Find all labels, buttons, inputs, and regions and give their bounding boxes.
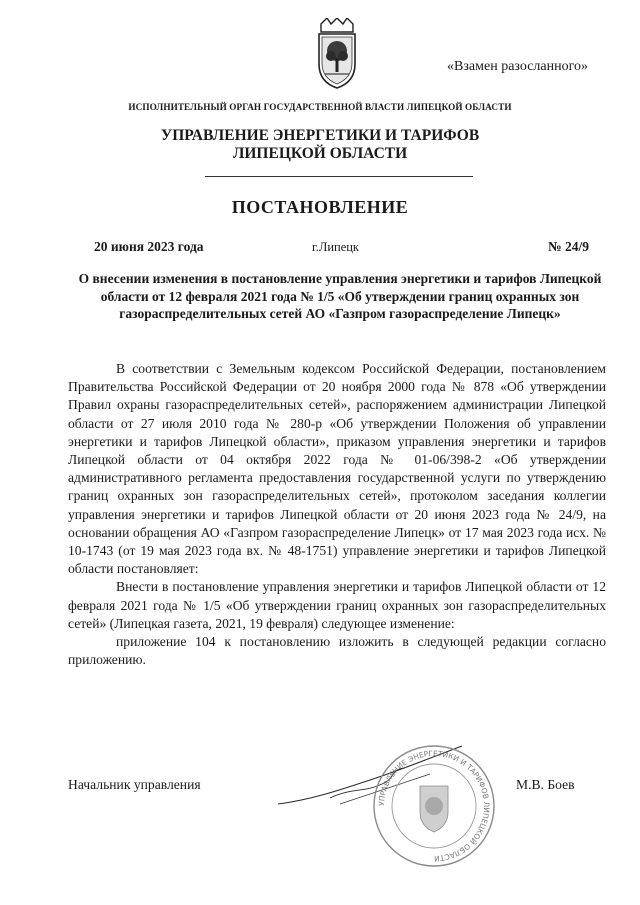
reissue-note: «Взамен разосланного» xyxy=(447,59,588,74)
department-title-line: УПРАВЛЕНИЕ ЭНЕРГЕТИКИ И ТАРИФОВ xyxy=(160,127,480,144)
document-number: № 24/9 xyxy=(548,239,589,254)
divider xyxy=(205,176,473,177)
signatory-name: М.В. Боев xyxy=(516,777,575,792)
document-body xyxy=(68,360,606,669)
document-type: ПОСТАНОВЛЕНИЕ xyxy=(231,197,409,217)
document-city: г.Липецк xyxy=(312,240,360,254)
body-paragraph: приложение 104 к постановлению изложить в следующей редакции согласно приложению. xyxy=(68,634,606,668)
department-title-line: ЛИПЕЦКОЙ ОБЛАСТИ xyxy=(232,145,408,162)
signatory-position: Начальник управления xyxy=(68,777,201,792)
org-name: ИСПОЛНИТЕЛЬНЫЙ ОРГАН ГОСУДАРСТВЕННОЙ ВЛАСТИ ЛИПЕЦКОЙ ОБЛАСТИ xyxy=(128,102,512,112)
official-seal xyxy=(370,742,498,870)
department-title xyxy=(0,127,640,163)
coat-of-arms-icon xyxy=(313,18,361,90)
seal-text: УПРАВЛЕНИЕ ЭНЕРГЕТИКИ И ТАРИФОВ ЛИПЕЦКОЙ ОБЛАСТИ xyxy=(376,748,492,864)
document-subject: О внесении изменения в постановление управления энергетики и тарифов Липецкой области от 12 февраля 2021 года № 1/5 «Об утверждении границ охранных зон газораспределительных сетей АО «Газпром газораспределение Липецк» xyxy=(78,271,602,321)
body-paragraph: Внести в постановление управления энергетики и тарифов Липецкой области от 12 февраля 2021 года № 1/5 «Об утверждении границ охранных зон газораспределительных сетей» (Липецкая газета, 2021, 19 февраля) следующее изменение: xyxy=(68,579,606,631)
document-date: 20 июня 2023 года xyxy=(94,239,204,254)
body-paragraph: В соответствии с Земельным кодексом Российской Федерации, постановлением Правительства Российской Федерации от 20 ноября 2000 года № 878 «Об утверждении Правил охраны газораспределительных сетей», распоряжением администрации Липецкой области от 27 июля 2010 года № 280-р «Об утверждении Положения об управлении энергетики и тарифов Липецкой области», приказом управления энергетики и тарифов Липецкой области от 04 октября 2022 года № 01-06/398-2 «Об утверждении административного регламента предоставления государственной услуги по утверждению границ охранных зон газораспределительных сетей», протоколом заседания коллегии управления энергетики и тарифов Липецкой области от 20 июня 2023 года № 24/9, на основании обращения АО «Газпром газораспределение Липецк» от 17 мая 2023 года исх. № 10-1743 (от 19 мая 2023 года вх. № 48-1751) управление энергетики и тарифов Липецкой области постановляет: xyxy=(68,361,606,577)
